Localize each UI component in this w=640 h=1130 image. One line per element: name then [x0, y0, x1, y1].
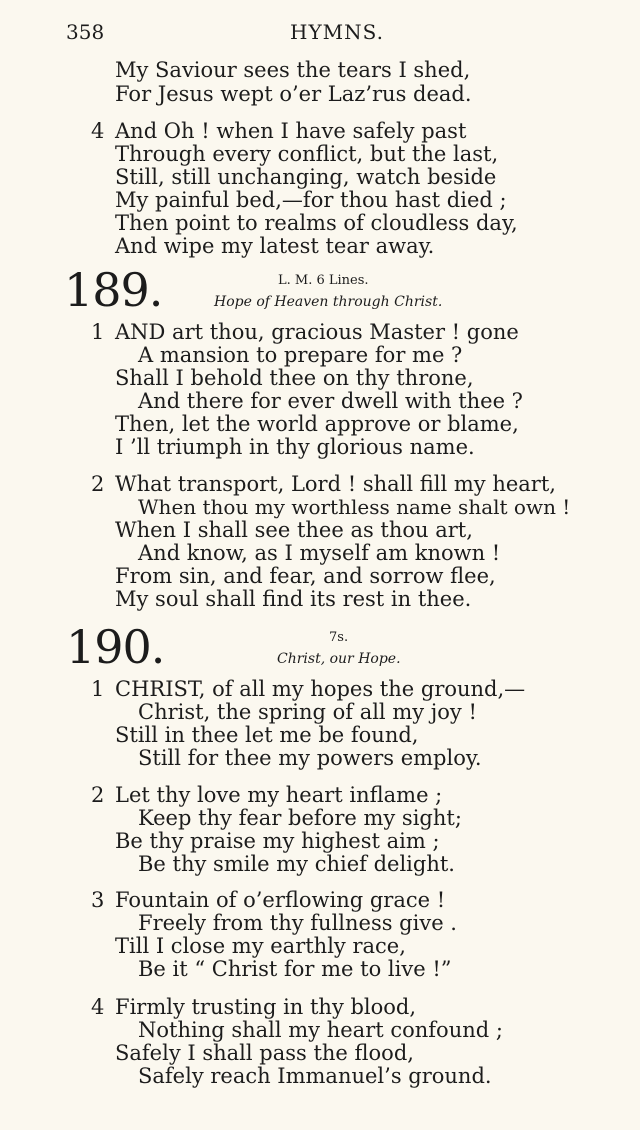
verse-line: Still, still unchanging, watch beside [115, 165, 497, 189]
verse-line: Till I close my earthly race, [115, 934, 406, 958]
stanza-number: 2 [91, 783, 105, 807]
verse-line: My painful bed,—for thou hast died ; [115, 188, 507, 212]
hymn-meter: L. M. 6 Lines. [278, 273, 369, 288]
verse-line: Through every conflict, but the last, [115, 142, 499, 166]
running-title: HYMNS. [290, 20, 384, 44]
hymn-number: 190. [66, 620, 165, 674]
verse-line: Be it “ Christ for me to live !” [138, 957, 452, 981]
verse-line: My Saviour sees the tears I shed, [115, 58, 471, 82]
hymn-meter: 7s. [329, 630, 349, 645]
verse-line: My soul shall find its rest in thee. [115, 587, 472, 611]
verse-line: Be thy praise my highest aim ; [115, 829, 440, 853]
stanza-number: 3 [91, 888, 105, 912]
stanza-number: 4 [91, 119, 105, 143]
verse-line: Then, let the world approve or blame, [115, 412, 519, 436]
stanza-number: 1 [91, 677, 105, 701]
verse-line: Freely from thy fullness give . [138, 911, 457, 935]
verse-line: When I shall see thee as thou art, [115, 518, 473, 542]
verse-line: Let thy love my heart inflame ; [115, 783, 443, 807]
verse-line: Safely I shall pass the flood, [115, 1041, 414, 1065]
verse-line: Be thy smile my chief delight. [138, 852, 455, 876]
verse-line: CHRIST, of all my hopes the ground,— [115, 677, 526, 701]
verse-line: When thou my worthless name shalt own ! [138, 495, 571, 519]
verse-line: Keep thy fear before my sight; [138, 806, 462, 830]
hymn-title: Hope of Heaven through Christ. [214, 294, 443, 310]
stanza-number: 1 [91, 320, 105, 344]
verse-line: Still for thee my powers employ. [138, 746, 482, 770]
verse-line: And know, as I myself am known ! [138, 541, 501, 565]
page-header [0, 18, 640, 48]
verse-line: Fountain of o’erflowing grace ! [115, 888, 446, 912]
stanza-number: 2 [91, 472, 105, 496]
verse-line: Christ, the spring of all my joy ! [138, 700, 477, 724]
verse-line: For Jesus wept o’er Laz’rus dead. [115, 82, 472, 106]
verse-line: Firmly trusting in thy blood, [115, 995, 417, 1019]
verse-line: A mansion to prepare for me ? [138, 343, 463, 367]
verse-line: Then point to realms of cloudless day, [115, 211, 518, 235]
verse-line: And Oh ! when I have safely past [115, 119, 467, 143]
verse-line: And there for ever dwell with thee ? [138, 389, 523, 413]
verse-line: I ’ll triumph in thy glorious name. [115, 435, 475, 459]
verse-line: AND art thou, gracious Master ! gone [115, 320, 519, 344]
verse-line: From sin, and fear, and sorrow flee, [115, 564, 496, 588]
verse-line: Nothing shall my heart confound ; [138, 1018, 503, 1042]
stanza-number: 4 [91, 995, 105, 1019]
hymn-number: 189. [64, 263, 163, 317]
verse-line: Still in thee let me be found, [115, 723, 419, 747]
verse-line: Safely reach Immanuel’s ground. [138, 1064, 492, 1088]
hymn-title: Christ, our Hope. [277, 651, 401, 667]
verse-line: What transport, Lord ! shall fill my heart, [115, 472, 556, 496]
verse-line: And wipe my latest tear away. [115, 234, 435, 258]
verse-line: Shall I behold thee on thy throne, [115, 366, 474, 390]
page-number: 358 [66, 20, 105, 44]
